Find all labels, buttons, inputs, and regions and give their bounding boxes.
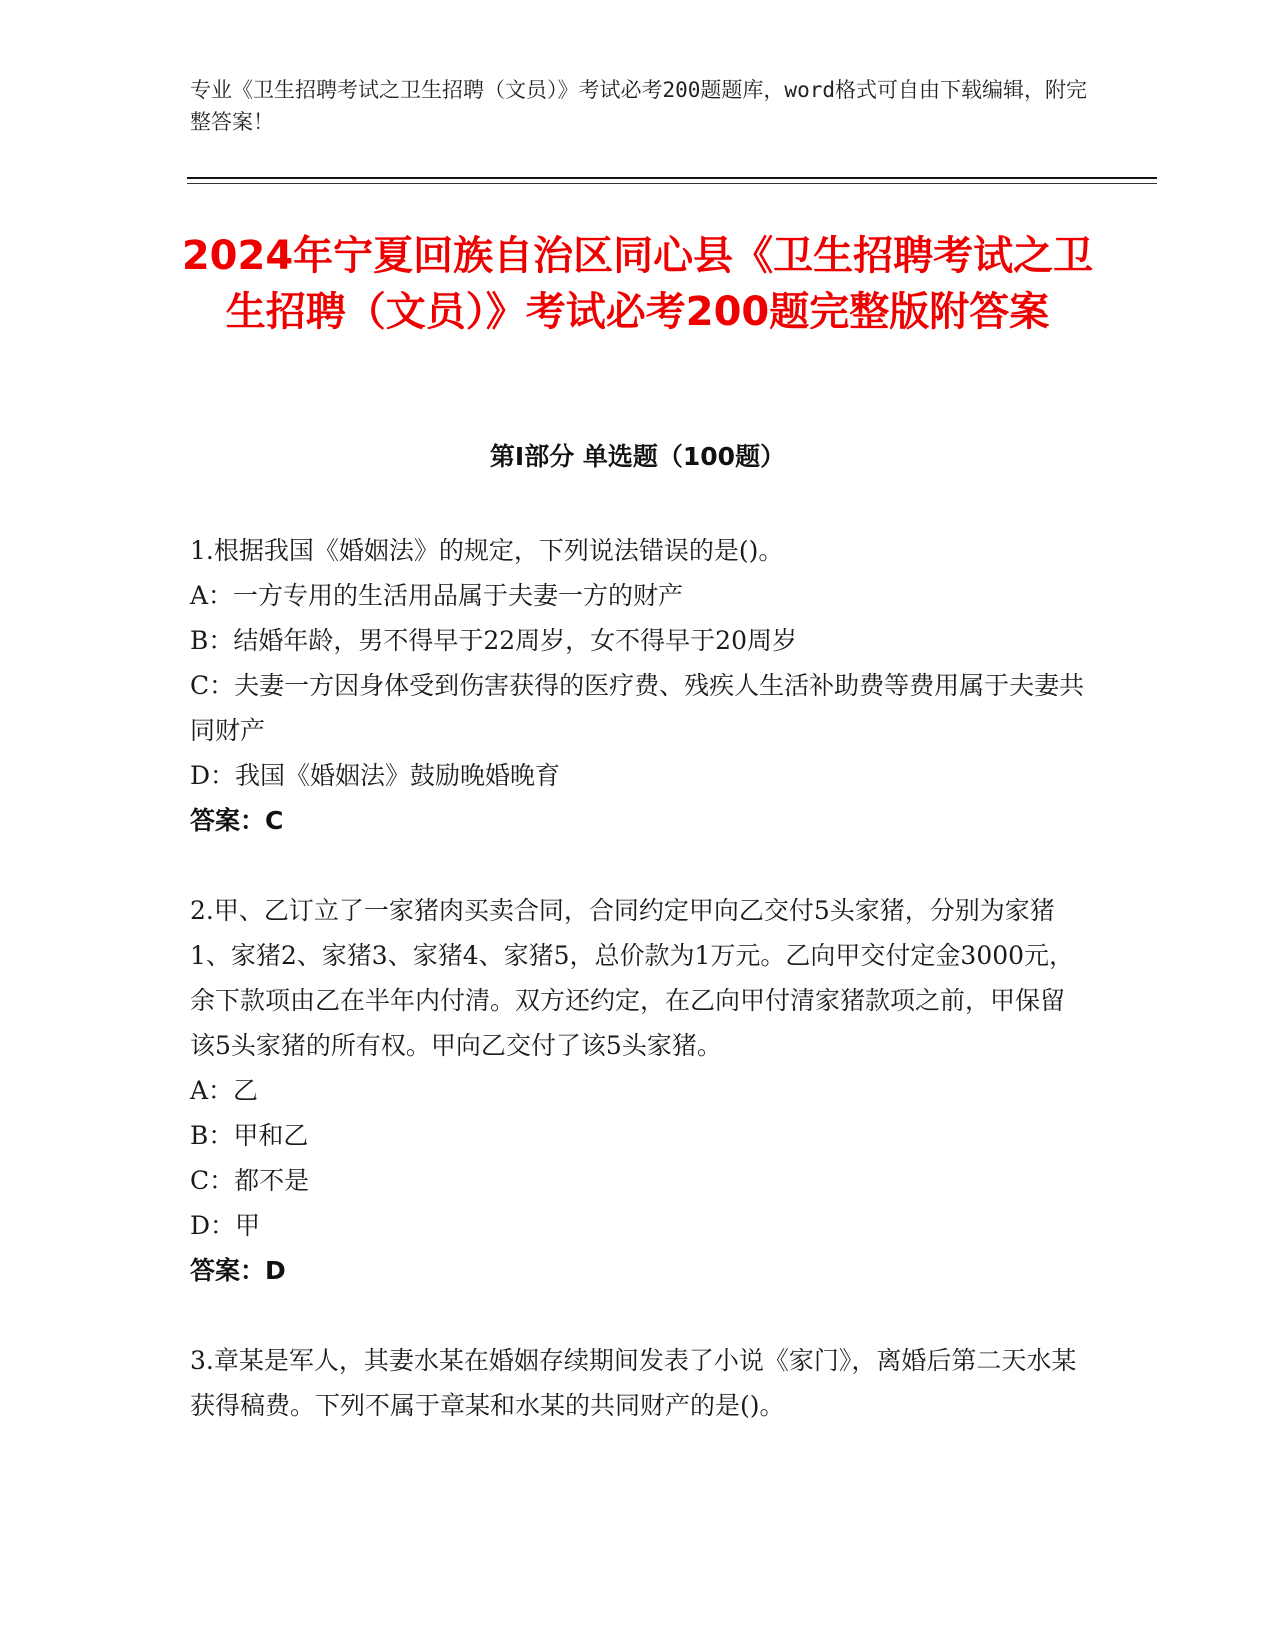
answer-line: 答案：C [190,806,284,835]
option-d: D：甲 [190,1211,261,1240]
question-stem: 1.根据我国《婚姻法》的规定，下列说法错误的是()。 [190,536,784,565]
question-1 [190,528,1085,843]
option-b: B：甲和乙 [190,1121,309,1150]
question-list [190,528,1085,1473]
option-a: A：一方专用的生活用品属于夫妻一方的财产 [190,581,684,610]
question-stem: 2.甲、乙订立了一家猪肉买卖合同，合同约定甲向乙交付5头家猪，分别为家猪1、家猪2、家猪3、家猪4、家猪5，总价款为1万元。乙向甲交付定金3000元，余下款项由乙在半年内付清。双方还约定，在乙向甲付清家猪款项之前，甲保留该5头家猪的所有权。甲向乙交付了该5头家猪。 [190,896,1075,1060]
option-c: C：都不是 [190,1166,310,1195]
header-divider-thick [187,177,1157,179]
option-c: C：夫妻一方因身体受到伤害获得的医疗费、残疾人生活补助费等费用属于夫妻共同财产 [190,671,1085,745]
question-2 [190,888,1085,1293]
option-d: D：我国《婚姻法》鼓励晚婚晚育 [190,761,561,790]
section-heading: 第I部分 单选题（100题） [489,442,786,471]
question-stem: 3.章某是军人，其妻水某在婚姻存续期间发表了小说《家门》，离婚后第二天水某获得稿费。下列不属于章某和水某的共同财产的是()。 [190,1346,1077,1420]
header-divider-thin [187,183,1157,184]
answer-line: 答案：D [190,1256,286,1285]
document-title: 2024年宁夏回族自治区同心县《卫生招聘考试之卫生招聘（文员）》考试必考200题完整版附答案 [181,233,1094,335]
header-note: 专业《卫生招聘考试之卫生招聘（文员）》考试必考200题题库，word格式可自由下载编辑，附完整答案！ [190,78,1087,134]
question-3 [190,1338,1085,1428]
option-a: A：乙 [190,1076,259,1105]
option-b: B：结婚年龄，男不得早于22周岁，女不得早于20周岁 [190,626,797,655]
